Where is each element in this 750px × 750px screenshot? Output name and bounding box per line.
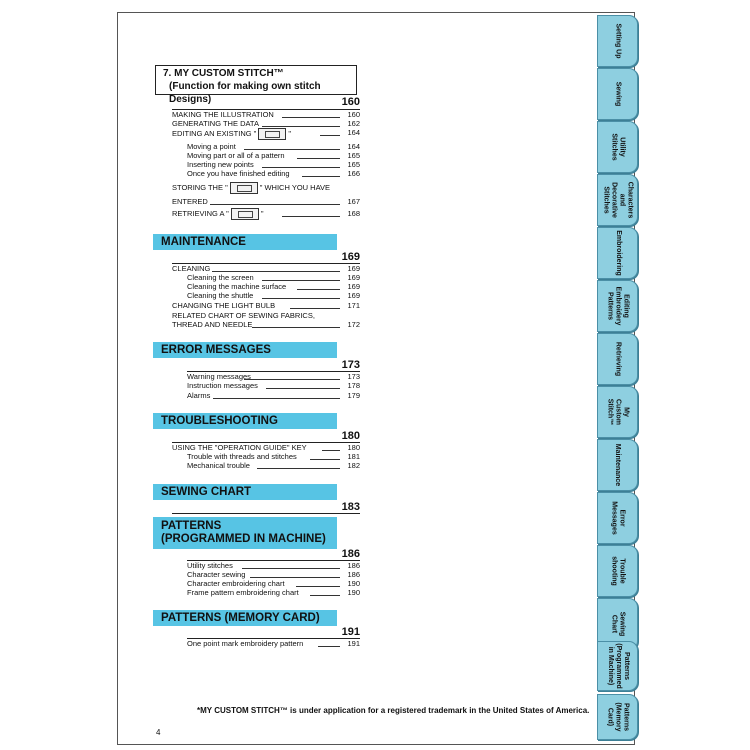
toc-entry[interactable]: Moving a point xyxy=(187,142,236,151)
toc-page: 165 xyxy=(347,160,360,169)
toc-page: 190 xyxy=(347,579,360,588)
toc-page: 164 xyxy=(347,142,360,151)
tab-patterns-programmed[interactable] xyxy=(597,641,638,691)
toc-entry[interactable]: Character sewing xyxy=(187,570,246,579)
tab-patterns-memory[interactable] xyxy=(597,694,638,740)
section-page-number: 186 xyxy=(341,548,360,560)
custom-stitch-button-icon xyxy=(258,128,286,140)
leader-line xyxy=(318,646,340,647)
toc-page: 165 xyxy=(347,151,360,160)
toc-page: 167 xyxy=(347,197,360,206)
leader-line xyxy=(282,216,340,217)
section-header-maintenance[interactable]: MAINTENANCE xyxy=(153,234,337,250)
section-title: PATTERNS xyxy=(161,520,222,532)
toc-entry[interactable]: Character embroidering chart xyxy=(187,579,285,588)
toc-entry[interactable]: RELATED CHART OF SEWING FABRICS, xyxy=(172,311,315,320)
leader-line xyxy=(262,167,340,168)
toc-entry[interactable] xyxy=(172,182,330,194)
toc-page: 178 xyxy=(347,381,360,390)
leader-line xyxy=(262,298,340,299)
toc-entry[interactable]: GENERATING THE DATA xyxy=(172,119,259,128)
custom-stitch-button-icon xyxy=(230,182,258,194)
toc-entry-text: " WHICH YOU HAVE xyxy=(259,182,331,192)
section-page-number: 160 xyxy=(341,96,360,108)
tab-label: Characters and Decorative Stitches xyxy=(602,181,634,219)
leader-line xyxy=(252,327,340,328)
leader-line xyxy=(257,468,340,469)
toc-page: 169 xyxy=(347,291,360,300)
leader-line xyxy=(262,126,340,127)
section-header-error-messages[interactable]: ERROR MESSAGES xyxy=(153,342,337,358)
divider xyxy=(172,513,360,514)
tab-editing-embroidery[interactable] xyxy=(597,280,638,332)
toc-page: 169 xyxy=(347,282,360,291)
toc-page: 171 xyxy=(347,301,360,310)
tab-troubleshooting[interactable] xyxy=(597,545,638,597)
section-header-troubleshooting[interactable]: TROUBLESHOOTING xyxy=(153,413,337,429)
toc-page: 186 xyxy=(347,570,360,579)
toc-page: 182 xyxy=(347,461,360,470)
toc-page: 191 xyxy=(347,639,360,648)
leader-line xyxy=(297,289,340,290)
leader-line xyxy=(210,204,340,205)
toc-entry-text: EDITING AN EXISTING " xyxy=(172,128,257,138)
tab-characters-decorative[interactable] xyxy=(597,174,638,226)
toc-entry-text: " xyxy=(260,208,264,218)
toc-entry[interactable]: USING THE "OPERATION GUIDE" KEY xyxy=(172,443,307,452)
tab-label: Sewing Chart xyxy=(610,611,626,637)
leader-line xyxy=(250,577,340,578)
tab-label: Utility Stitches xyxy=(610,133,626,161)
toc-entry-text: RETRIEVING A " xyxy=(172,208,229,218)
section-title: 7. MY CUSTOM STITCH™ xyxy=(163,68,284,79)
toc-page: 164 xyxy=(347,128,360,137)
toc-entry[interactable]: ENTERED xyxy=(172,197,208,206)
toc-entry[interactable]: Cleaning the shuttle xyxy=(187,291,254,300)
toc-entry[interactable]: Cleaning the screen xyxy=(187,273,254,282)
tab-label: Embroidering xyxy=(614,230,622,276)
toc-entry[interactable]: Alarms xyxy=(187,391,211,400)
tab-my-custom-stitch[interactable] xyxy=(597,386,638,438)
toc-entry[interactable]: Utility stitches xyxy=(187,561,233,570)
leader-line xyxy=(262,280,340,281)
tab-label: Sewing xyxy=(614,81,622,107)
tab-error-messages[interactable] xyxy=(597,492,638,544)
toc-page: 169 xyxy=(347,264,360,273)
toc-entry-text: " xyxy=(288,128,292,138)
toc-page: 166 xyxy=(347,169,360,178)
tab-label: Editing Embroidery Patterns xyxy=(606,286,630,326)
tab-label: Trouble shooting xyxy=(610,556,626,586)
tab-embroidering[interactable] xyxy=(597,227,638,279)
toc-entry[interactable]: Warning messages xyxy=(187,372,251,381)
toc-page: 168 xyxy=(347,209,360,218)
trademark-footnote: *MY CUSTOM STITCH™ is under application for a registered trademark in the United States of America. xyxy=(197,706,590,715)
custom-stitch-button-icon xyxy=(231,208,259,220)
toc-entry[interactable]: Moving part or all of a pattern xyxy=(187,151,285,160)
toc-page: 190 xyxy=(347,588,360,597)
toc-entry[interactable]: Inserting new points xyxy=(187,160,254,169)
section-subtitle: (Function for making own stitch Designs) xyxy=(169,81,321,105)
toc-entry[interactable]: Frame pattern embroidering chart xyxy=(187,588,299,597)
tab-utility-stitches[interactable] xyxy=(597,121,638,173)
toc-page: 172 xyxy=(347,320,360,329)
leader-line xyxy=(212,271,340,272)
toc-page: 186 xyxy=(347,561,360,570)
tab-retrieving[interactable] xyxy=(597,333,638,385)
leader-line xyxy=(297,158,340,159)
toc-page: 181 xyxy=(347,452,360,461)
tab-maintenance[interactable] xyxy=(597,439,638,491)
toc-entry[interactable]: Cleaning the machine surface xyxy=(187,282,287,291)
tab-label: Setting Up xyxy=(614,23,622,59)
leader-line xyxy=(322,450,340,451)
toc-entry[interactable]: CLEANING xyxy=(172,264,211,273)
tab-setting-up[interactable] xyxy=(597,15,638,67)
section-page-number: 173 xyxy=(341,359,360,371)
toc-entry[interactable] xyxy=(172,208,264,220)
toc-page: 179 xyxy=(347,391,360,400)
tab-label: Patterns (Programmed in Machine) xyxy=(606,643,630,689)
toc-entry[interactable]: One point mark embroidery pattern xyxy=(187,639,304,648)
leader-line xyxy=(244,379,340,380)
section-page-number: 180 xyxy=(341,430,360,442)
leader-line xyxy=(244,149,340,150)
toc-page: 160 xyxy=(347,110,360,119)
leader-line xyxy=(213,398,340,399)
toc-page: 180 xyxy=(347,443,360,452)
toc-entry[interactable]: CHANGING THE LIGHT BULB xyxy=(172,301,276,310)
section-header-patterns-programmed[interactable] xyxy=(153,517,337,549)
toc-entry[interactable]: THREAD AND NEEDLE xyxy=(172,320,253,329)
section-header-patterns-memory-card[interactable]: PATTERNS (MEMORY CARD) xyxy=(153,610,337,626)
section-subtitle: (PROGRAMMED IN MACHINE) xyxy=(161,533,326,545)
leader-line xyxy=(310,595,340,596)
leader-line xyxy=(320,135,340,136)
toc-page: 173 xyxy=(347,372,360,381)
toc-entry[interactable]: Trouble with threads and stitches xyxy=(187,452,297,461)
leader-line xyxy=(290,308,340,309)
section-page-number: 191 xyxy=(341,626,360,638)
toc-entry[interactable]: MAKING THE ILLUSTRATION xyxy=(172,110,274,119)
toc-entry[interactable] xyxy=(172,128,291,140)
toc-page: 169 xyxy=(347,273,360,282)
toc-entry-text: STORING THE " xyxy=(172,182,228,192)
page-number: 4 xyxy=(156,728,161,737)
tab-sewing[interactable] xyxy=(597,68,638,120)
toc-page: 162 xyxy=(347,119,360,128)
toc-entry[interactable]: Once you have finished editing xyxy=(187,169,290,178)
tab-label: My Custom Stitch™ xyxy=(606,398,630,426)
section-page-number: 169 xyxy=(341,251,360,263)
tab-label: Patterns (Memory Card) xyxy=(606,702,630,732)
leader-line xyxy=(296,586,340,587)
toc-entry[interactable]: Mechanical trouble xyxy=(187,461,250,470)
tab-label: Maintenance xyxy=(614,443,622,487)
leader-line xyxy=(266,388,340,389)
leader-line xyxy=(282,117,340,118)
leader-line xyxy=(242,568,340,569)
tab-label: Retrieving xyxy=(614,341,622,377)
tab-label: Error Messages xyxy=(610,501,626,535)
section-page-number: 183 xyxy=(341,501,360,513)
leader-line xyxy=(310,459,340,460)
toc-entry[interactable]: Instruction messages xyxy=(187,381,258,390)
leader-line xyxy=(302,176,340,177)
section-header-sewing-chart[interactable]: SEWING CHART xyxy=(153,484,337,500)
